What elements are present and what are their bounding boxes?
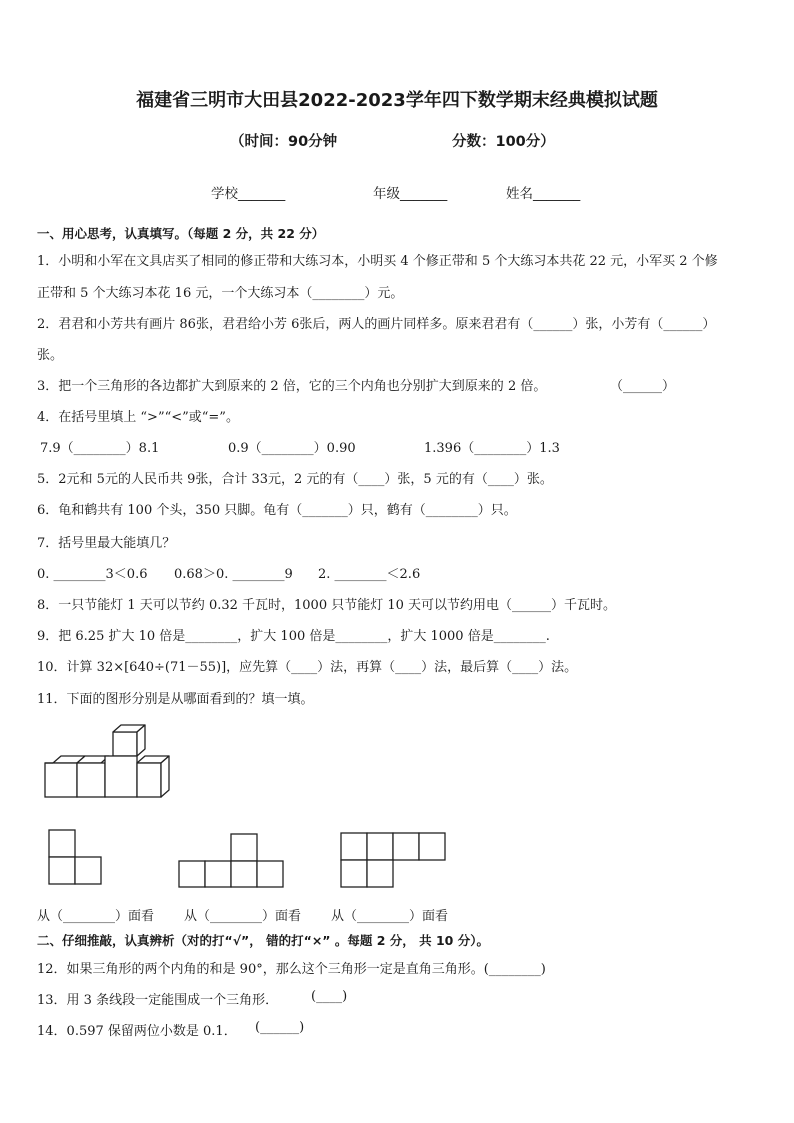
name-field: 姓名_______ <box>506 186 581 202</box>
question-10: 10．计算 32×[640÷(71－55)]，应先算（____）法，再算（____）法，最后算（____）法。 <box>37 660 578 675</box>
question-1-line1: 1．小明和小军在文具店买了相同的修正带和大练习本，小明买 4 个修正带和 5 个大练习本共花 22 元，小军买 2 个修 <box>37 254 718 269</box>
question-11: 11．下面的图形分别是从哪面看到的？填一填。 <box>37 692 314 707</box>
school-field: 学校_______ <box>211 186 286 202</box>
question-14: 14．0.597 保留两位小数是 0.1． <box>37 1024 237 1039</box>
question-3: 3．把一个三角形的各边都扩大到原来的 2 倍，它的三个内角也分别扩大到原来的 2 倍。 <box>37 379 547 394</box>
grade-field: 年级_______ <box>373 186 448 202</box>
cube-stack-figure <box>40 722 170 804</box>
question-14-blank: (______) <box>255 1020 305 1035</box>
question-7-c: 2. ________＜2.6 <box>318 567 421 582</box>
question-1-line2: 正带和 5 个大练习本花 16 元，一个大练习本（________）元。 <box>37 286 404 301</box>
question-2-line2: 张。 <box>37 348 64 363</box>
view-c-answer: 从（________）面看 <box>331 909 449 924</box>
question-8: 8．一只节能灯 1 天可以节约 0.32 千瓦时，1000 只节能灯 10 天可以节约用电（______）千瓦时。 <box>37 598 617 613</box>
section1-heading: 一、用心思考，认真填写。（每题 2 分，共 22 分） <box>37 226 325 241</box>
question-3-blank: （______） <box>610 379 676 394</box>
question-4-a: 7.9（________）8.1 <box>40 441 160 456</box>
question-13-blank: (____) <box>311 989 348 1004</box>
view-b-answer: 从（________）面看 <box>184 909 302 924</box>
section2-heading: 二、仔细推敲，认真辨析（对的打“√”， 错的打“×” 。每题 2 分， 共 10 分）。 <box>37 933 489 948</box>
page-title: 福建省三明市大田县2022-2023学年四下数学期末经典模拟试题 <box>136 90 658 111</box>
time-label: （时间：90分钟 <box>230 134 338 150</box>
view-a-answer: 从（________）面看 <box>37 909 155 924</box>
question-9: 9．把 6.25 扩大 10 倍是________，扩大 100 倍是________，扩大 1000 倍是________. <box>37 629 550 644</box>
view-b-figure <box>178 833 288 889</box>
view-c-figure <box>340 832 450 890</box>
question-5: 5．2元和 5元的人民币共 9张，合计 33元，2 元的有（____）张，5 元的有（____）张。 <box>37 472 553 487</box>
question-13: 13．用 3 条线段一定能围成一个三角形． <box>37 993 279 1008</box>
view-a-figure <box>48 829 104 887</box>
question-12: 12．如果三角形的两个内角的和是 90°，那么这个三角形一定是直角三角形。(________) <box>37 962 546 977</box>
question-7-b: 0.68＞0. ________9 <box>174 567 293 582</box>
question-7: 7．括号里最大能填几？ <box>37 536 176 551</box>
question-6: 6．龟和鹤共有 100 个头，350 只脚。龟有（_______）只，鹤有（________）只。 <box>37 503 517 518</box>
score-label: 分数：100分） <box>452 134 555 150</box>
question-4-c: 1.396（________）1.3 <box>424 441 560 456</box>
question-2-line1: 2．君君和小芳共有画片 86张，君君给小芳 6张后，两人的画片同样多。原来君君有（______）张，小芳有（______） <box>37 317 716 332</box>
question-4-b: 0.9（________）0.90 <box>228 441 356 456</box>
question-7-a: 0. ________3＜0.6 <box>37 567 148 582</box>
question-4: 4．在括号里填上 “>”“<”或“=”。 <box>37 410 239 425</box>
